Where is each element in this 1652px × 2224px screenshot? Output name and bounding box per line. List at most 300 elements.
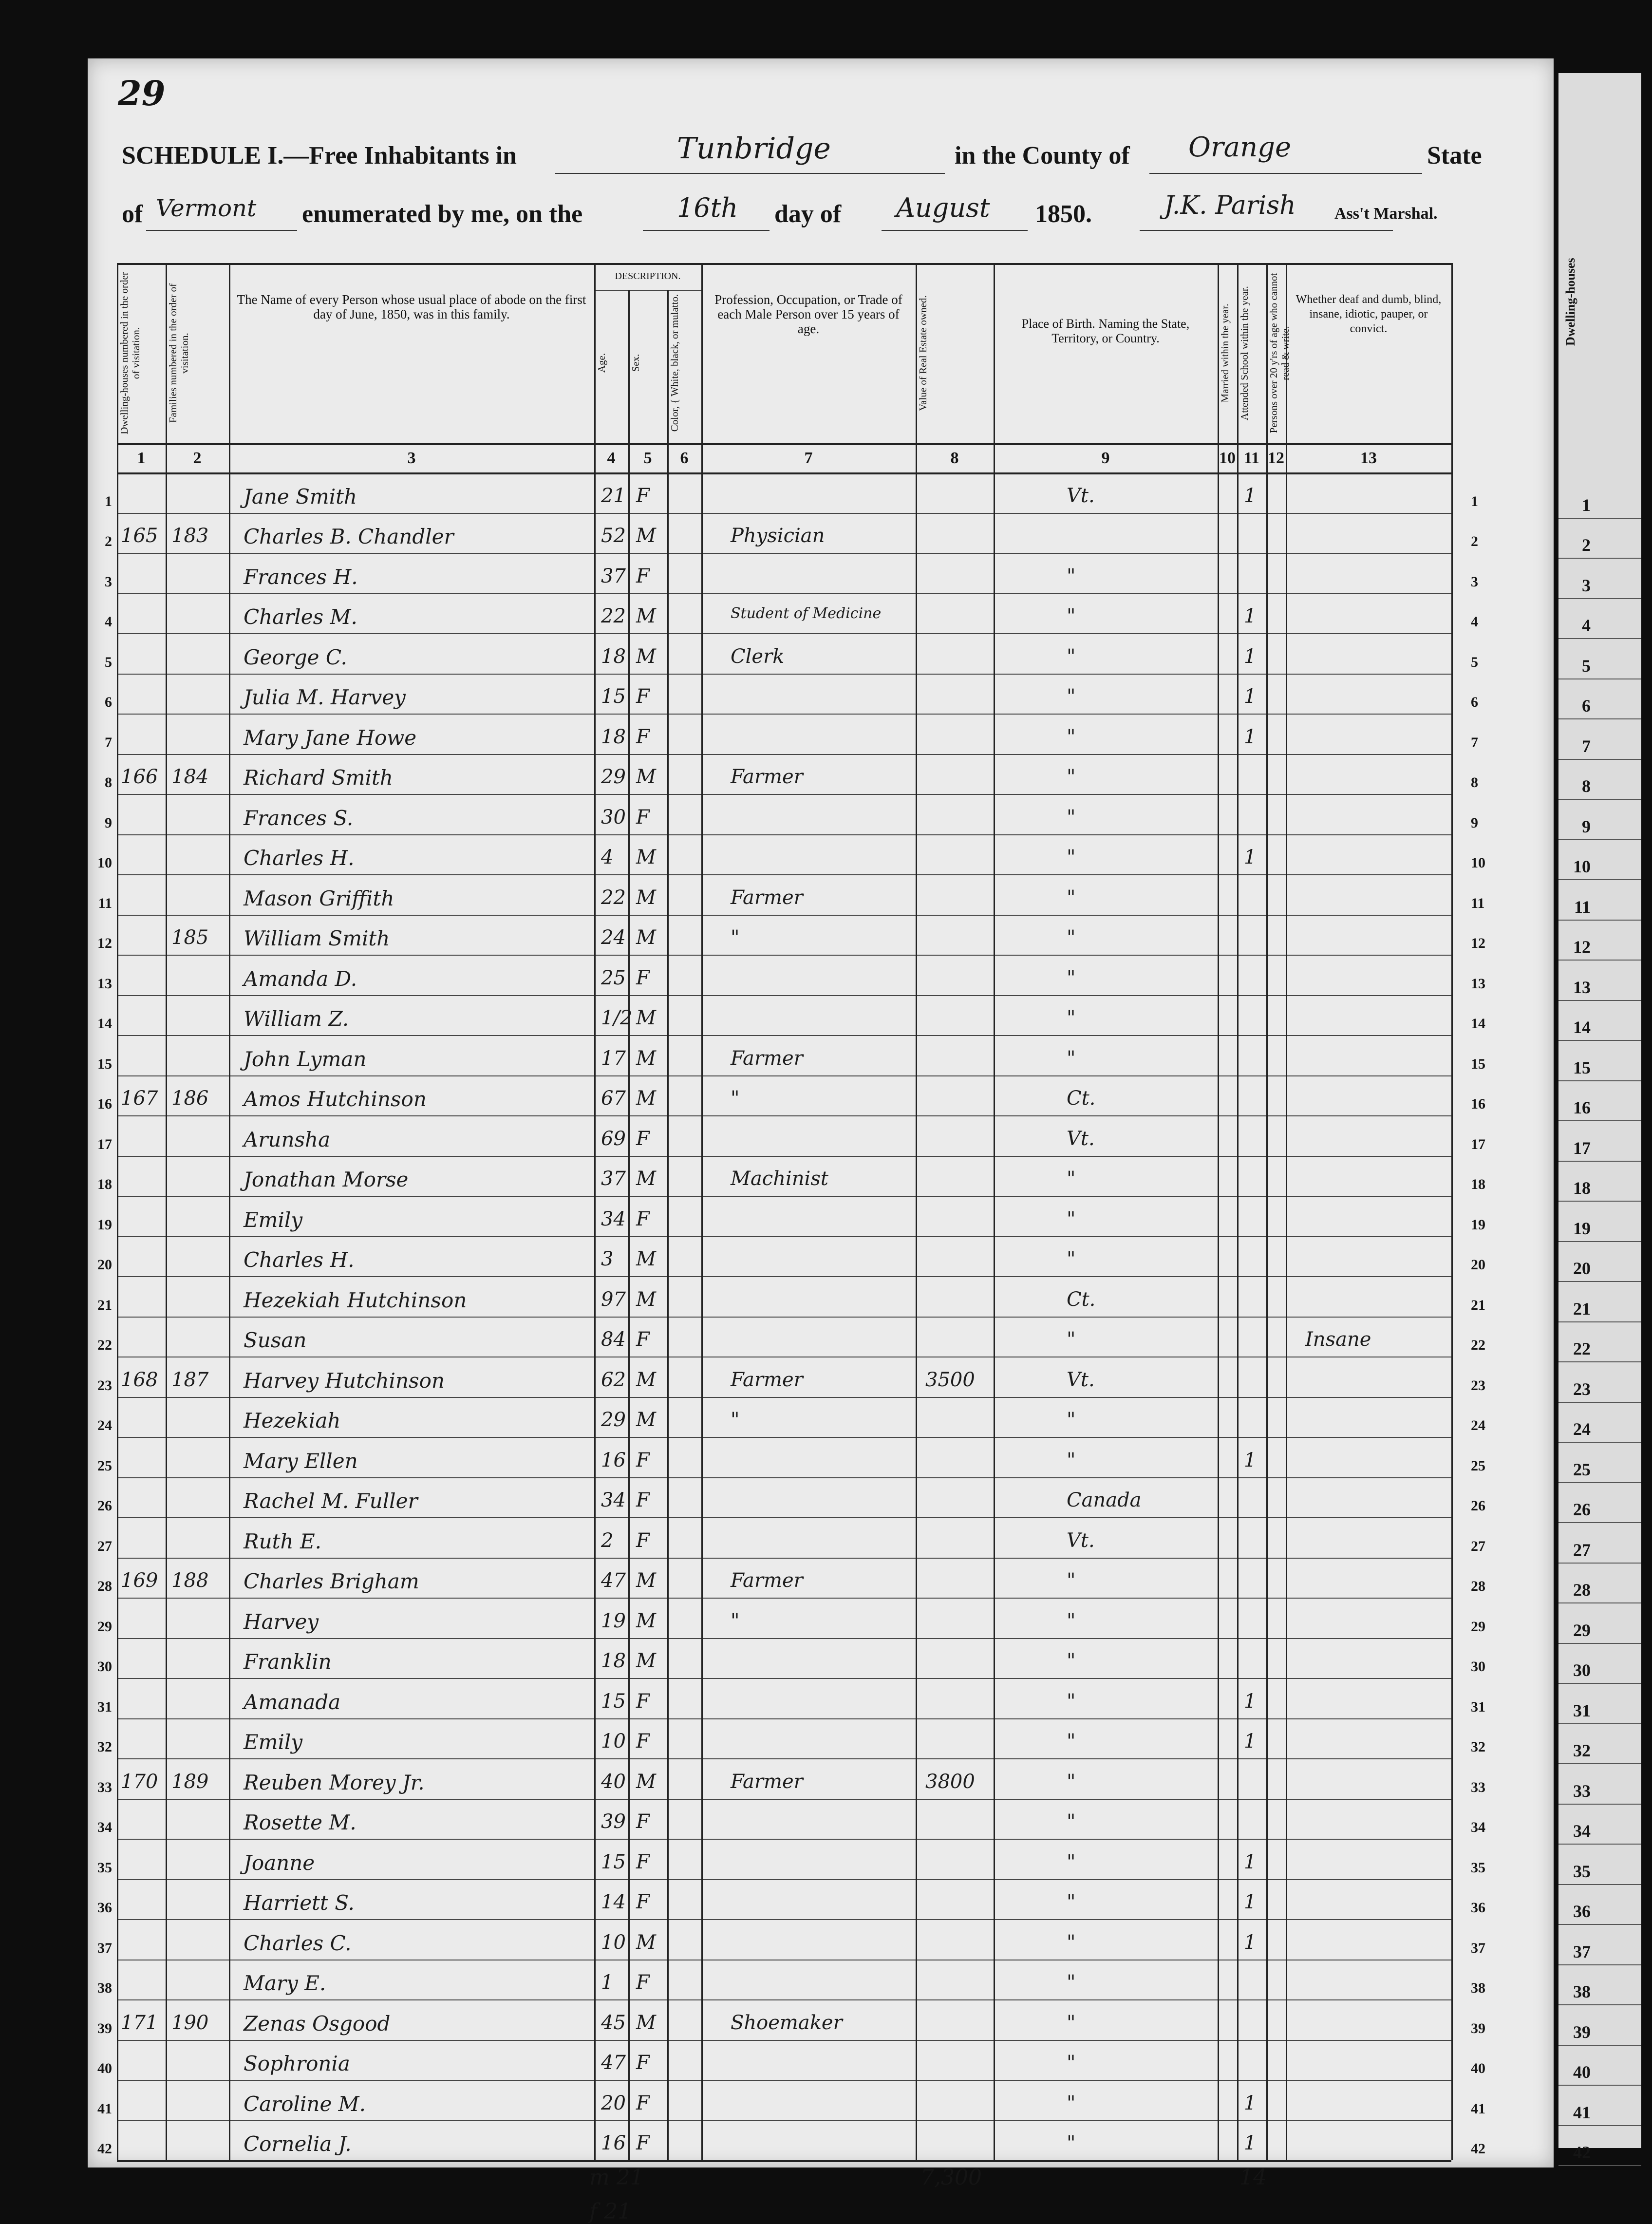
column-rule [229,263,230,2160]
person-name: John Lyman [244,1047,367,1071]
next-page-line-number: 2 [1582,535,1591,555]
person-name: Charles H. [244,1248,355,1272]
row-rule [117,1156,1451,1157]
line-number-right: 36 [1471,1900,1485,1916]
occupation-value: " [731,1609,740,1632]
sex-value: F [636,806,650,829]
age-value: 39 [601,1810,626,1833]
row-rule [117,1558,1451,1559]
dwelling-number: 165 [121,525,158,547]
sex-value: F [636,1489,650,1511]
next-page-line-number: 36 [1573,1902,1591,1921]
line-number-right: 19 [1471,1216,1485,1233]
row-rule [117,674,1451,675]
line-number-left: 16 [97,1096,112,1112]
birthplace-value: " [1067,1569,1076,1592]
row-rule [117,1035,1451,1036]
next-page-line-number: 4 [1582,616,1591,635]
line-number-right: 21 [1471,1297,1485,1313]
line-number-right: 24 [1471,1417,1485,1433]
line-number-left: 12 [97,935,112,951]
next-page-rule [1558,1964,1641,1965]
age-value: 69 [601,1127,626,1150]
col-condition-header: Whether deaf and dumb, blind, insane, idiotic, pauper, or convict. [1295,293,1442,335]
next-page-rule [1558,1161,1641,1162]
person-name: Joanne [244,1850,315,1875]
next-page-rule [1558,1723,1641,1724]
next-page-line-number: 19 [1573,1218,1591,1238]
column-rule [1266,263,1268,2160]
next-page-line-number: 12 [1573,937,1591,957]
sex-value: F [636,966,650,989]
birthplace-value: Canada [1067,1489,1142,1511]
line-number-left: 36 [97,1900,112,1916]
age-value: 14 [601,1891,626,1913]
sex-value: M [636,1168,656,1190]
row-rule [117,513,1451,514]
person-name: Jonathan Morse [244,1168,409,1191]
next-page-rule [1558,2125,1641,2126]
sex-value: M [636,926,656,949]
birthplace-value: Vt. [1067,484,1095,507]
col-description-header: DESCRIPTION. [615,271,681,282]
next-page-line-number: 18 [1573,1178,1591,1198]
line-number-left: 42 [97,2141,112,2157]
next-page-rule [1558,1602,1641,1603]
column-rule [916,263,917,2160]
row-rule [117,915,1451,916]
next-page-line-number: 34 [1573,1821,1591,1841]
line-number-left: 18 [97,1176,112,1192]
next-page-line-number: 28 [1573,1580,1591,1600]
sex-value: F [636,1891,650,1913]
sex-value: M [636,2011,656,2034]
line-number-right: 40 [1471,2060,1485,2076]
age-value: 15 [601,685,626,708]
row-rule [117,1999,1451,2000]
next-page-line-number: 42 [1573,2143,1591,2162]
row-rule [117,955,1451,956]
sex-value: M [636,1770,656,1793]
col-occupation-header: Profession, Occupation, or Trade of each Male Person over 15 years of age. [714,292,902,336]
line-number-right: 8 [1471,774,1478,791]
next-page-rule [1558,1563,1641,1564]
person-name: Amanada [244,1690,341,1714]
person-name: Richard Smith [244,766,393,790]
line-number-right: 18 [1471,1176,1485,1192]
row-rule [117,1397,1451,1398]
age-value: 29 [601,1409,626,1431]
next-page-line-number: 21 [1573,1299,1591,1319]
line-number-left: 40 [97,2060,112,2076]
dwelling-number: 171 [121,2011,158,2034]
age-value: 25 [601,966,626,989]
row-rule [117,2080,1451,2081]
row-rule [117,1276,1451,1277]
census-table [88,58,1554,2224]
row-rule [117,1879,1451,1880]
person-name: Charles C. [244,1931,352,1955]
family-number: 190 [171,2011,209,2034]
birthplace-value: " [1067,966,1076,989]
next-page-line-number: 32 [1573,1741,1591,1760]
line-number-right: 41 [1471,2100,1485,2117]
next-page-line-number: 38 [1573,1982,1591,2001]
next-page-rule [1558,638,1641,639]
line-number-right: 20 [1471,1257,1485,1273]
birthplace-value: " [1067,1328,1076,1351]
line-number-right: 3 [1471,573,1478,590]
line-number-right: 38 [1471,1980,1485,1996]
next-page-line-number: 7 [1582,736,1591,756]
age-value: 22 [601,605,626,627]
row-rule [117,1196,1451,1197]
age-value: 16 [601,2132,626,2154]
school-mark: 1 [1244,1850,1257,1873]
col-illiterate-header: Persons over 20 y'rs of age who cannot read & write. [1268,273,1291,433]
line-number-left: 33 [97,1779,112,1795]
age-value: 1 [601,1971,614,1994]
birthplace-value: Ct. [1067,1288,1096,1311]
line-number-right: 13 [1471,975,1485,992]
next-page-line-number: 3 [1582,575,1591,595]
school-mark: 1 [1244,1449,1257,1471]
of-label: of [122,200,143,228]
line-number-right: 29 [1471,1618,1485,1635]
birthplace-value: " [1067,1730,1076,1753]
column-rule [1451,263,1453,2160]
line-number-right: 34 [1471,1819,1485,1835]
line-number-right: 1 [1471,493,1478,509]
line-number-right: 15 [1471,1055,1485,1072]
real-estate-value: 3800 [925,1770,975,1793]
row-rule [117,1678,1451,1679]
col-color-header: Color, { White, black, or mulatto. [669,294,680,432]
line-number-left: 19 [97,1216,112,1233]
line-number-right: 11 [1471,895,1485,911]
person-name: Charles M. [244,605,357,629]
line-number-left: 28 [97,1578,112,1594]
line-number-left: 14 [97,1016,112,1032]
sex-value: F [636,685,650,708]
birthplace-value: Vt. [1067,1368,1095,1391]
occupation-value: Farmer [731,1368,803,1391]
family-number: 189 [171,1770,209,1793]
age-value: 30 [601,806,626,829]
age-value: 97 [601,1288,626,1311]
age-value: 1/2 [601,1007,633,1029]
sex-value: M [636,1931,656,1954]
next-page-line-number: 31 [1573,1700,1591,1720]
person-name: William Z. [244,1007,349,1031]
line-number-right: 14 [1471,1016,1485,1032]
person-name: Emily [244,1730,303,1754]
person-name: Rachel M. Fuller [244,1489,418,1513]
row-rule [117,633,1451,634]
column-rule [1218,263,1219,2160]
col-name-header: The Name of every Person whose usual place of abode on the first day of June, 1850, was in this family. [237,292,586,321]
page-number: 29 [118,73,166,113]
age-value: 34 [601,1207,626,1230]
next-page-rule [1558,1683,1641,1684]
col-sex-header: Sex. [630,354,641,372]
school-mark: 1 [1244,1730,1257,1753]
next-page-rule [1558,879,1641,880]
column-rule [1237,263,1239,2160]
real-estate-value: 3500 [925,1368,975,1391]
row-rule [117,794,1451,795]
birthplace-value: " [1067,565,1076,587]
line-number-right: 4 [1471,614,1478,630]
birthplace-value: Ct. [1067,1087,1096,1110]
school-mark: 1 [1244,2092,1257,2114]
age-value: 19 [601,1609,626,1632]
next-page-line-number: 13 [1573,977,1591,997]
line-number-right: 25 [1471,1457,1485,1474]
col-dwelling-header: Dwelling-houses numbered in the order of visitation. [118,272,142,434]
next-page-rule [1558,518,1641,519]
col-family-header: Families numbered in the order of visitation. [167,283,190,423]
line-number-left: 5 [105,654,112,670]
person-name: Charles B. Chandler [244,525,454,548]
enumerated-label: enumerated by me, on the [302,200,583,228]
next-page-rule [1558,759,1641,760]
line-number-left: 31 [97,1698,112,1715]
age-value: 3 [601,1248,614,1270]
line-number-right: 26 [1471,1498,1485,1514]
line-number-left: 8 [105,774,112,791]
person-name: Ruth E. [244,1529,321,1553]
line-number-right: 32 [1471,1739,1485,1755]
occupation-value: " [731,1087,740,1110]
birthplace-value: " [1067,1891,1076,1913]
age-value: 20 [601,2092,626,2114]
person-name: Amanda D. [244,966,357,991]
occupation-value: " [731,926,740,949]
next-page-line-number: 35 [1573,1861,1591,1881]
row-rule [117,995,1451,996]
sex-value: M [636,886,656,909]
age-value: 18 [601,725,626,748]
next-page-rule [1558,1000,1641,1001]
occupation-value: Farmer [731,886,803,909]
row-rule [117,1075,1451,1076]
dwelling-number: 170 [121,1770,158,1793]
column-rule [667,290,669,2160]
birthplace-value: " [1067,2011,1076,2034]
line-number-left: 2 [105,533,112,549]
next-page-rule [1558,1482,1641,1483]
birthplace-value: " [1067,1810,1076,1833]
person-name: Harvey Hutchinson [244,1368,445,1393]
person-name: Charles H. [244,846,355,870]
sex-value: M [636,1288,656,1311]
next-page-rule [1558,960,1641,961]
next-page-rule [1558,799,1641,800]
next-page-rule [1558,1281,1641,1282]
age-value: 16 [601,1449,626,1471]
birthplace-value: " [1067,605,1076,627]
school-mark: 1 [1244,605,1257,627]
age-value: 18 [601,1650,626,1672]
sex-value: F [636,1207,650,1230]
sex-value: M [636,1087,656,1110]
next-page-line-number: 8 [1582,776,1591,796]
age-value: 2 [601,1529,614,1552]
day-value: 16th [677,192,738,223]
occupation-value: Farmer [731,1047,803,1070]
line-number-left: 21 [97,1297,112,1313]
col-real-estate-header: Value of Real Estate owned. [917,295,929,411]
sex-value: F [636,1127,650,1150]
column-rule [594,263,596,2160]
sex-value: M [636,1248,656,1270]
table-rule [117,263,1451,265]
next-page-rule [1558,1844,1641,1845]
sex-value: F [636,565,650,587]
line-number-right: 17 [1471,1136,1485,1152]
family-number: 187 [171,1368,209,1391]
row-rule [117,834,1451,835]
row-rule [117,1477,1451,1478]
row-rule [117,1919,1451,1920]
sex-value: F [636,2052,650,2074]
next-page-rule [1558,1201,1641,1202]
birthplace-value: " [1067,1168,1076,1190]
next-page-rule [1558,2165,1641,2166]
age-value: 10 [601,1730,626,1753]
line-number-left: 37 [97,1940,112,1956]
row-rule [117,2160,1451,2162]
column-number: 6 [680,449,689,467]
age-value: 24 [601,926,626,949]
next-page-line-number: 6 [1582,696,1591,716]
next-page-line-number: 40 [1573,2062,1591,2082]
next-page-rule [1558,1643,1641,1644]
line-number-right: 9 [1471,814,1478,831]
birthplace-value: " [1067,645,1076,668]
line-number-right: 16 [1471,1096,1485,1112]
next-page-rule [1558,2045,1641,2046]
occupation-value: Student of Medicine [731,605,882,622]
dwelling-number: 166 [121,766,158,788]
next-page-rule [1558,558,1641,559]
next-page-line-number: 11 [1574,897,1591,917]
next-page-rule [1558,1763,1641,1764]
age-value: 37 [601,1168,626,1190]
family-number: 184 [171,766,209,788]
description-rule [594,290,701,291]
age-value: 10 [601,1931,626,1954]
birthplace-value: " [1067,725,1076,748]
row-rule [117,1638,1451,1639]
table-rule [117,443,1451,445]
next-page-rule [1558,718,1641,719]
sex-value: F [636,2092,650,2114]
age-value: 47 [601,2052,626,2074]
town-value: Tunbridge [677,132,831,166]
next-page-line-number: 15 [1573,1057,1591,1077]
column-number: 2 [193,449,202,467]
birthplace-value: " [1067,1971,1076,1994]
column-rule [1286,263,1287,2160]
col-married-header: Married within the year. [1219,303,1231,403]
next-page-line-number: 41 [1573,2102,1591,2122]
person-name: Mary Jane Howe [244,725,417,750]
next-page-rule [1558,1361,1641,1362]
line-number-left: 26 [97,1498,112,1514]
person-name: Mason Griffith [244,886,394,910]
occupation-value: Physician [731,525,825,547]
next-page-strip [1558,73,1641,2162]
line-number-left: 38 [97,1980,112,1996]
column-rule [117,263,118,2160]
family-number: 188 [171,1569,209,1592]
occupation-value: Farmer [731,1569,803,1592]
column-rule [628,290,630,2160]
next-page-line-number: 26 [1573,1500,1591,1519]
marshal-label: Ass't Marshal. [1334,205,1438,223]
next-page-line-number: 9 [1582,816,1591,836]
age-value: 22 [601,886,626,909]
sex-value: F [636,1449,650,1471]
line-number-right: 42 [1471,2141,1485,2157]
age-value: 84 [601,1328,626,1351]
birthplace-value: " [1067,1409,1076,1431]
line-number-left: 27 [97,1538,112,1554]
person-name: Frances S. [244,806,354,830]
school-mark: 1 [1244,1931,1257,1954]
dwelling-number: 168 [121,1368,158,1391]
sex-value: M [636,1569,656,1592]
line-number-left: 7 [105,734,112,751]
day-label: day of [774,200,842,228]
next-page-rule [1558,1442,1641,1443]
column-number: 5 [643,449,652,467]
next-page-rule [1558,1040,1641,1041]
line-number-right: 28 [1471,1578,1485,1594]
birthplace-value: " [1067,926,1076,949]
age-value: 18 [601,645,626,668]
person-name: Amos Hutchinson [244,1087,427,1111]
next-page-line-number: 29 [1573,1620,1591,1640]
line-number-right: 30 [1471,1659,1485,1675]
person-name: Mary Ellen [244,1449,358,1473]
real-estate-total: 7,300 [920,2165,982,2190]
sex-value: M [636,1409,656,1431]
next-page-rule [1558,1924,1641,1925]
school-mark: 1 [1244,645,1257,668]
birthplace-value: " [1067,846,1076,868]
line-number-left: 24 [97,1417,112,1433]
birthplace-value: " [1067,1449,1076,1471]
next-page-line-number: 22 [1573,1339,1591,1358]
school-mark: 1 [1244,1891,1257,1913]
line-number-left: 13 [97,975,112,992]
line-number-right: 10 [1471,855,1485,871]
line-number-left: 32 [97,1739,112,1755]
next-page-rule [1558,920,1641,921]
sex-value: M [636,1650,656,1672]
birthplace-value: " [1067,1931,1076,1954]
sex-value: F [636,1850,650,1873]
birthplace-value: " [1067,806,1076,829]
person-name: George C. [244,645,347,669]
row-rule [117,593,1451,594]
next-page-line-number: 1 [1582,495,1591,515]
person-name: Susan [244,1328,307,1352]
dwelling-number: 169 [121,1569,158,1592]
